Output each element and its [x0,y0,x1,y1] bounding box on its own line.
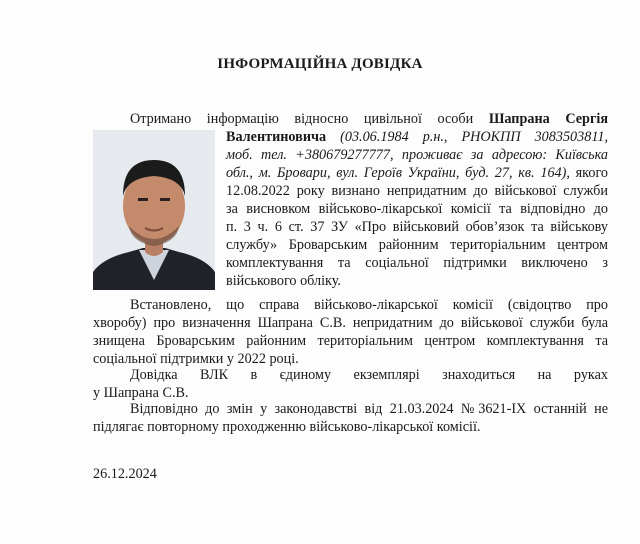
para2-line2: хворобу) про визначення Шапрана С.В. непридатним до військової служби була [93,315,608,331]
para1-line8: службу» Броварським районним територіальним центром [226,237,608,253]
para1-line5: 12.08.2022 року визнано непридатним до військової служби [226,183,608,199]
para1-line4-rest: якого [575,165,609,181]
para1-line9: комплектування та соціальної підтримки виключено з [226,255,608,271]
person-name-part2: Валентиновича [226,129,327,145]
document-title: ІНФОРМАЦІЙНА ДОВІДКА [217,56,423,72]
para3-line1: Довідка ВЛК в єдиному екземплярі знаходиться на руках [130,367,608,383]
para1-intro-text: Отримано інформацію відносно цивільної особи [130,111,474,127]
document-date: 26.12.2024 [93,466,157,482]
para2-line4: соціальної підтримки у 2022 році. [93,351,299,367]
person-photo [93,130,215,290]
person-name-part1: Шапрана Сергія [488,111,609,127]
para1-line1 [130,110,608,128]
para4-line1: Відповідно до змін у законодавстві від 21.03.2024 №3621-ІХ останній не [130,401,608,417]
person-birth-id: (03.06.1984 р.н., РНОКПП 3083503811, [340,129,609,145]
para2-line3: знищена Броварським районним територіальним центром комплектування та [93,333,608,349]
para1-line2 [226,128,608,146]
para1-line4 [226,164,608,182]
para4-line2: підлягає повторному проходженню військово-лікарської комісії. [93,419,481,435]
para1-line3: моб. тел. +380679277777, проживає за адресою: Київська [226,147,608,163]
portrait-image [93,130,215,290]
para2-line1: Встановлено, що справа військово-лікарської комісії (свідоцтво про [130,297,608,313]
para1-line10: військового обліку. [226,273,341,289]
para3-line2: у Шапрана С.В. [93,385,189,401]
person-address: обл., м. Бровари, вул. Героїв України, буд. 27, кв. 164), [226,165,570,181]
para1-line7: п. 3 ч. 6 ст. 37 ЗУ «Про військовий обов’язок та військову [226,219,608,235]
para1-line6: за висновком військово-лікарської комісії та відповідно до [226,201,608,217]
